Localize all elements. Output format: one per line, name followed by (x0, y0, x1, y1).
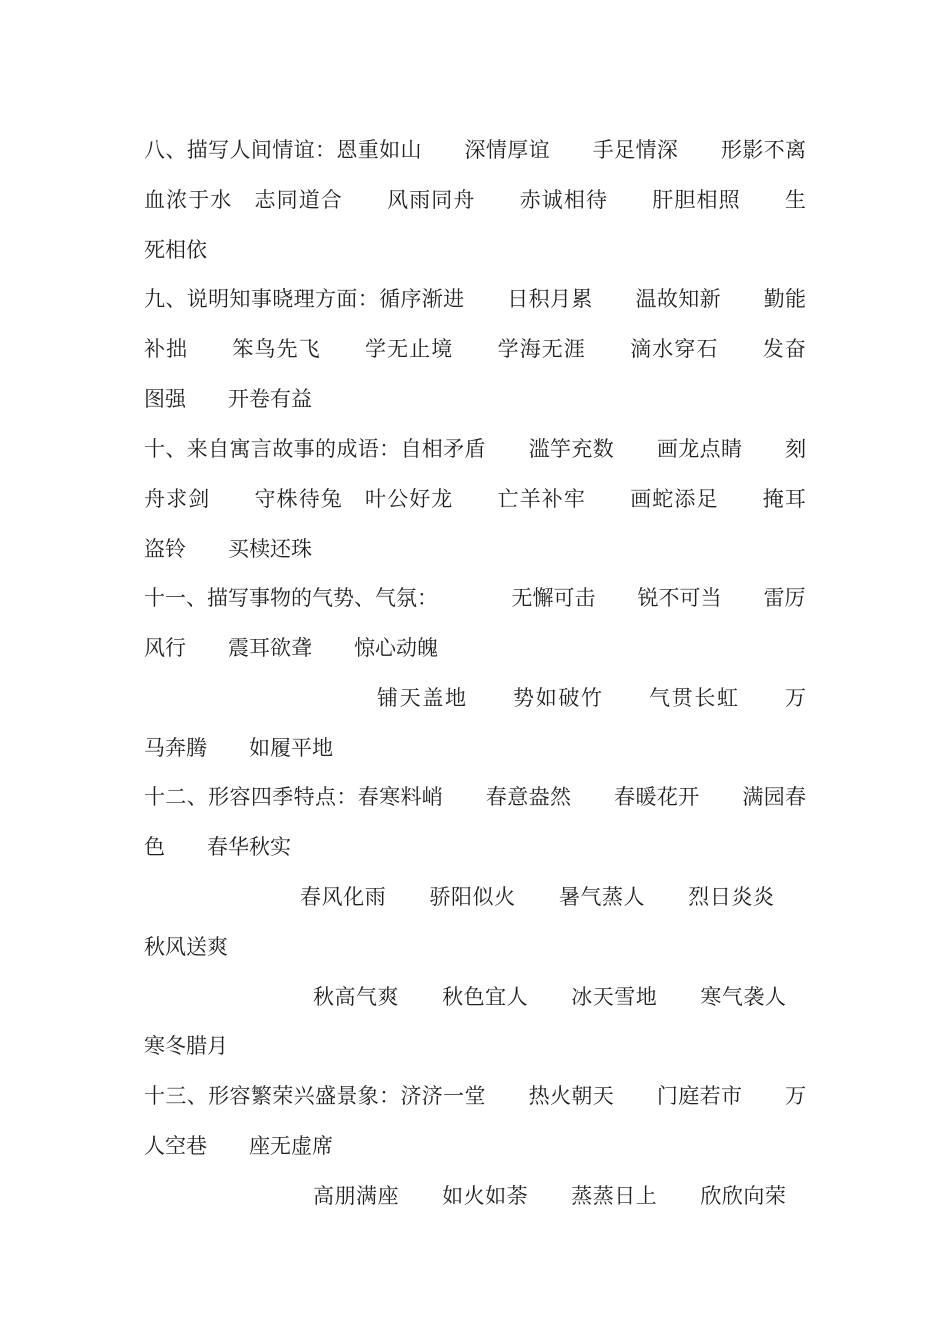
text-line: 十二、形容四季特点：春寒料峭 春意盎然 春暖花开 满园春 (144, 785, 807, 809)
text-line: 血浓于水 志同道合 风雨同舟 赤诚相待 肝胆相照 生 (144, 188, 807, 212)
text-line: 风行 震耳欲聋 惊心动魄 (144, 636, 438, 660)
text-line: 马奔腾 如履平地 (144, 736, 333, 760)
text-line: 寒冬腊月 (144, 1034, 228, 1058)
text-line: 秋高气爽 秋色宜人 冰天雪地 寒气袭人 (313, 985, 787, 1009)
text-line: 八、描写人间情谊：恩重如山 深情厚谊 手足情深 形影不离 (144, 138, 807, 162)
text-line: 铺天盖地 势如破竹 气贯长虹 万 (377, 686, 808, 710)
text-line: 秋风送爽 (144, 935, 228, 959)
text-line: 色 春华秋实 (144, 835, 291, 859)
text-line: 十、来自寓言故事的成语：自相矛盾 滥竽充数 画龙点睛 刻 (144, 437, 807, 461)
text-line: 盗铃 买椟还珠 (144, 537, 312, 561)
text-line: 高朋满座 如火如荼 蒸蒸日上 欣欣向荣 (313, 1184, 787, 1208)
text-line: 补拙 笨鸟先飞 学无止境 学海无涯 滴水穿石 发奋 (144, 337, 807, 361)
text-line: 人空巷 座无虚席 (144, 1134, 333, 1158)
text-line: 九、说明知事晓理方面：循序渐进 日积月累 温故知新 勤能 (144, 287, 807, 311)
text-line: 死相依 (144, 238, 207, 262)
text-line: 舟求剑 守株待兔 叶公好龙 亡羊补牢 画蛇添足 掩耳 (144, 487, 807, 511)
text-line: 图强 开卷有益 (144, 387, 312, 411)
text-line: 十三、形容繁荣兴盛景象：济济一堂 热火朝天 门庭若市 万 (144, 1084, 807, 1108)
text-line: 十一、描写事物的气势、气氛： 无懈可击 锐不可当 雷厉 (144, 586, 806, 610)
text-line: 春风化雨 骄阳似火 暑气蒸人 烈日炎炎 (300, 885, 775, 909)
